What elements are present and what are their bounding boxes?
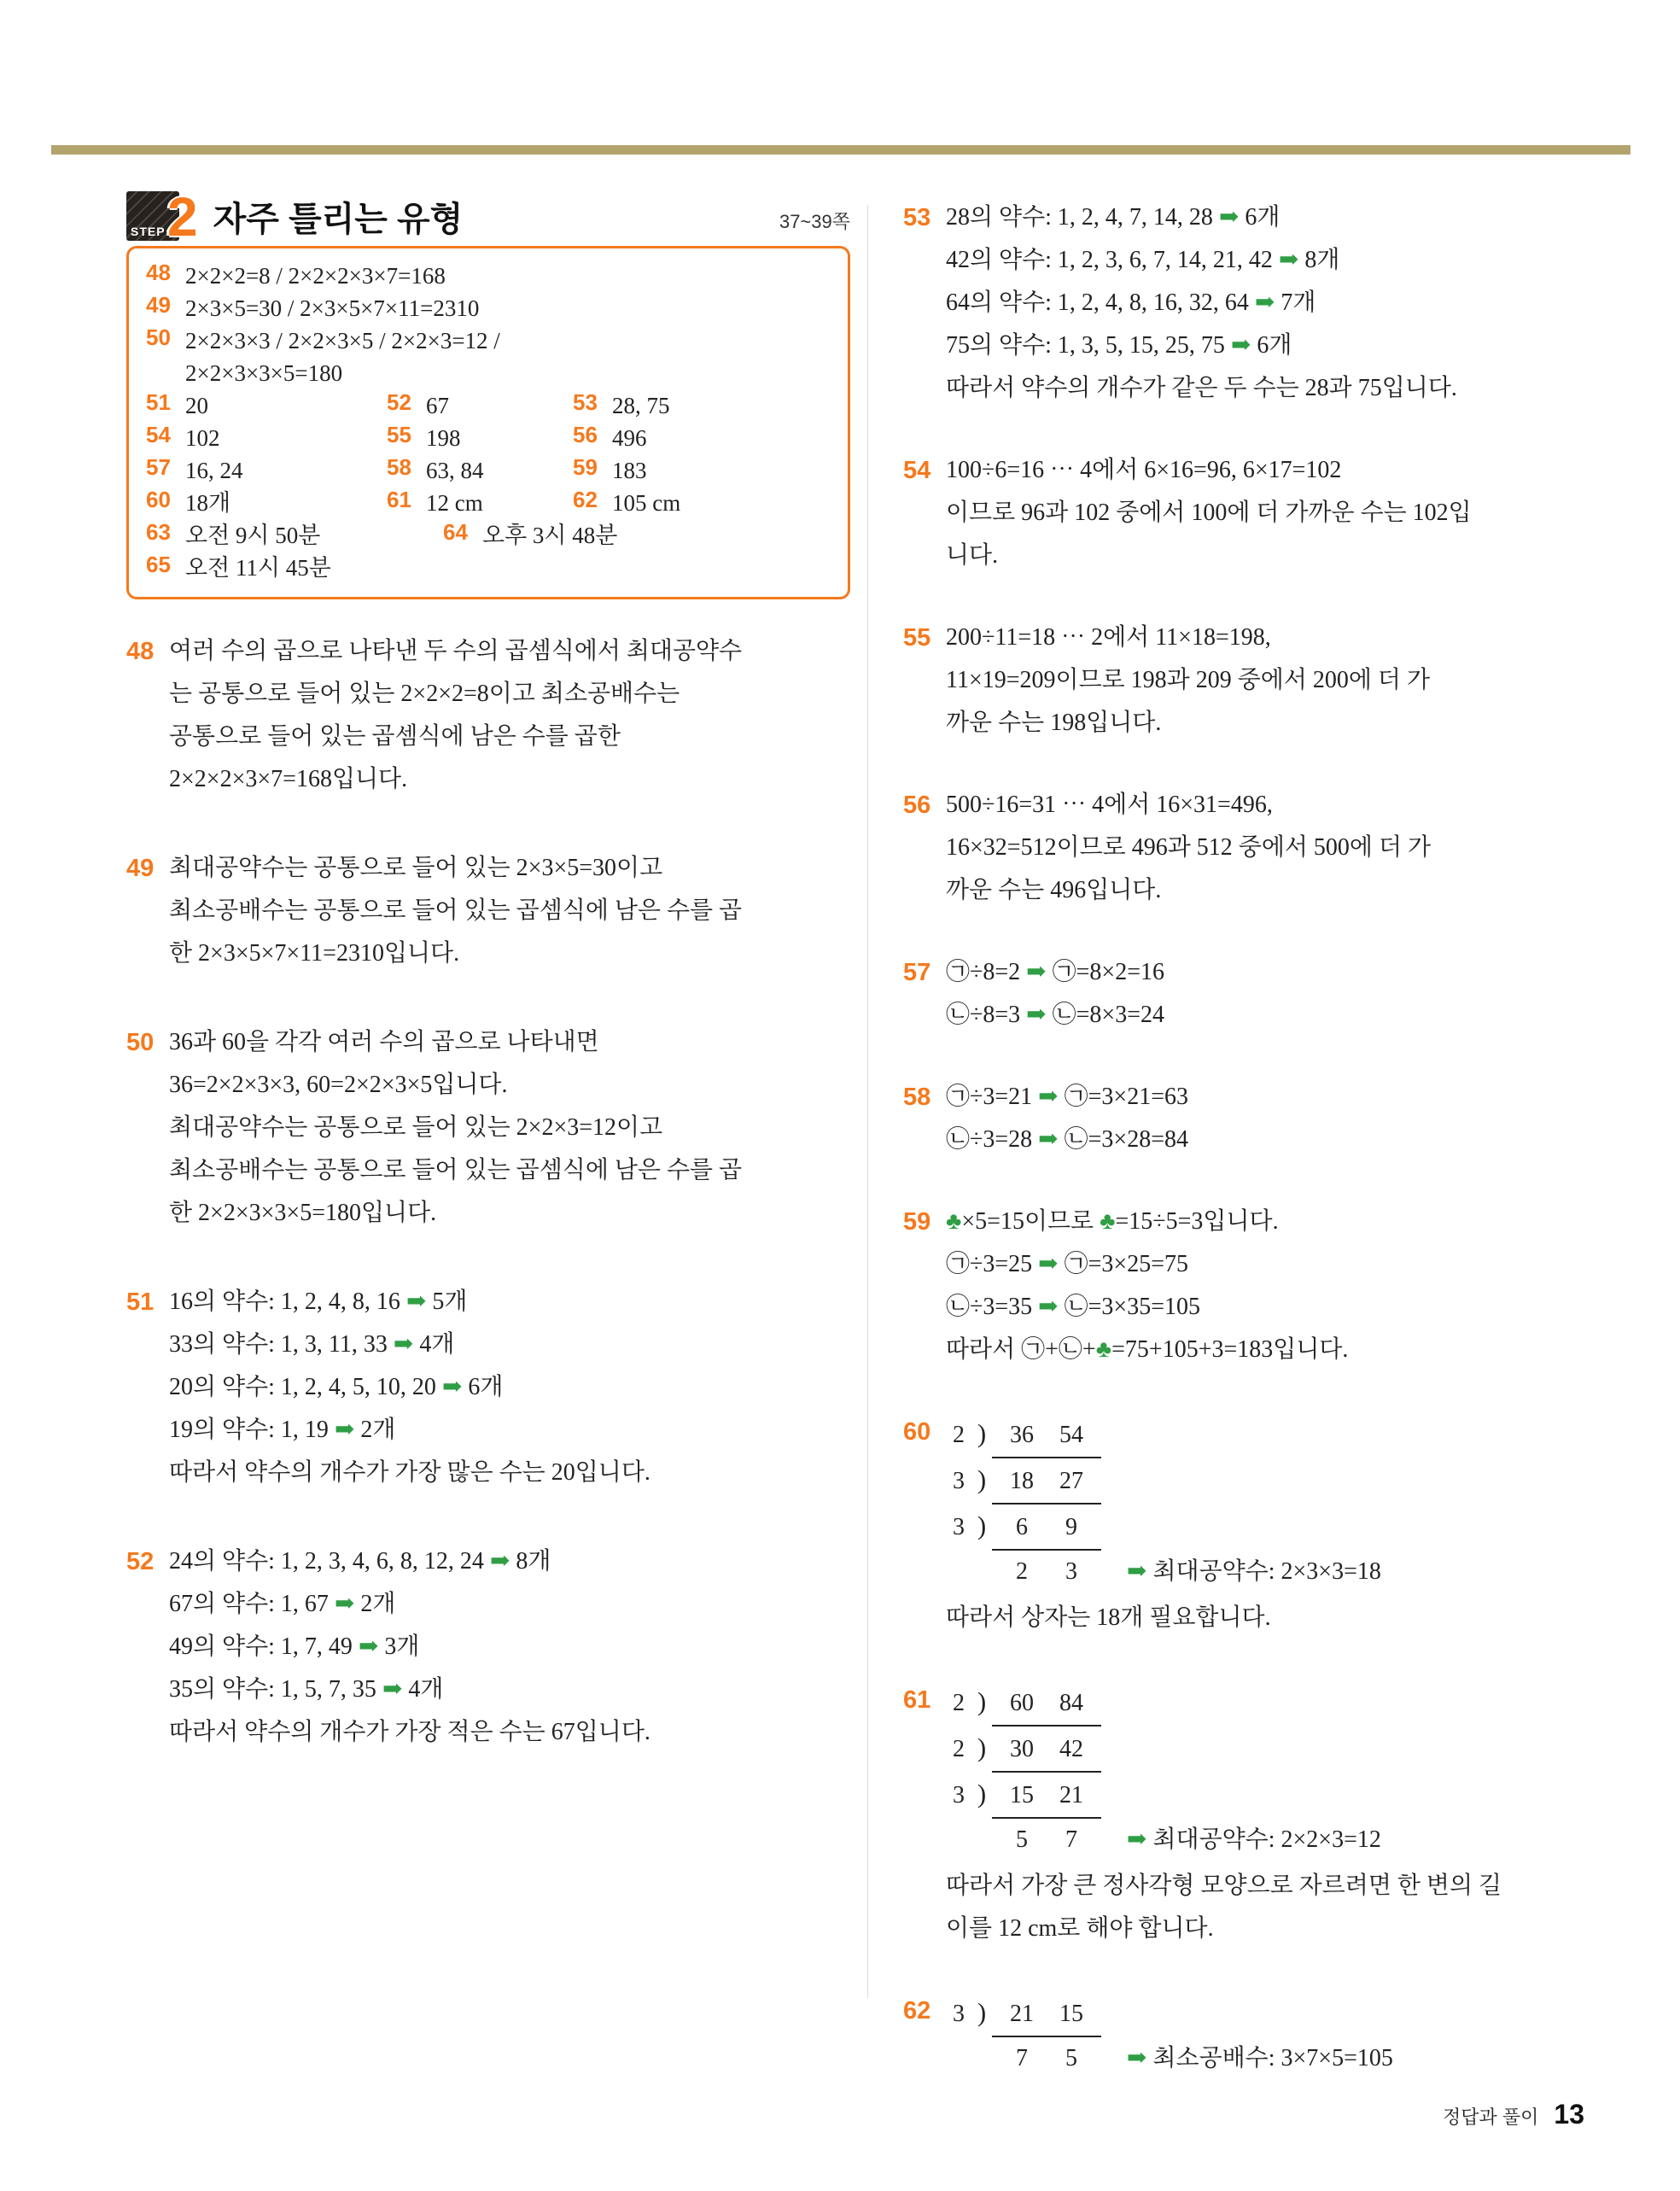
ladder-divisor: 3: [953, 2001, 965, 2027]
solution-line: 최소공배수는 공통으로 들어 있는 곱셈식에 남은 수를 곱: [169, 1157, 743, 1183]
solution-line: ㉡÷3=28 ➡ ㉡=3×28=84: [946, 1126, 1189, 1153]
solution-body: [169, 1281, 850, 1494]
solution-line: ㉠÷8=2 ➡ ㉠=8×2=16: [946, 959, 1165, 985]
answer-value-line: 198: [426, 425, 461, 451]
solution-line: 이므로 96과 102 중에서 100에 더 가까운 수는 102입: [946, 500, 1472, 526]
solution-line: 2×2×2×3×7=168입니다.: [169, 766, 408, 792]
arrow-icon: ➡: [1127, 1826, 1147, 1853]
ladder-row: [946, 1991, 1586, 2037]
division-ladder: [946, 1412, 1586, 1595]
answer-number: 61: [387, 487, 411, 512]
arrow-icon: ➡: [358, 1633, 379, 1660]
solution-line: 공통으로 들어 있는 곱셈식에 남은 수를 곱한: [169, 723, 621, 750]
ladder-dividends: [992, 1993, 1101, 2037]
arrow-icon: ➡: [1026, 1002, 1047, 1028]
solution-line: ㉠÷3=21 ➡ ㉠=3×21=63: [946, 1084, 1189, 1110]
solution-body: [946, 449, 1586, 577]
solution-number: 62: [903, 1997, 931, 2024]
answer-value-line: 102: [185, 425, 220, 451]
solution-block: [126, 630, 850, 801]
arrow-icon: ➡: [1127, 2045, 1147, 2071]
ladder-number: 84: [1059, 1690, 1083, 1716]
solution-number: 60: [903, 1418, 931, 1446]
solution-line: 20의 약수: 1, 2, 4, 5, 10, 20 ➡ 6개: [169, 1374, 504, 1400]
section-title: 자주 틀리는 유형: [213, 201, 464, 238]
ladder-paren: ): [977, 1779, 987, 1808]
solution-body: [169, 630, 850, 801]
answer-value-line: 16, 24: [185, 458, 243, 483]
solution-line: 한 2×2×3×3×5=180입니다.: [169, 1200, 437, 1226]
answer-item: [146, 292, 479, 324]
solution-number: 57: [903, 959, 931, 986]
answer-row: [146, 260, 831, 292]
answer-value-line: 105 cm: [612, 490, 681, 516]
solution-line: 36과 60을 각각 여러 수의 곱으로 나타내면: [169, 1029, 599, 1055]
ladder-number: 54: [1059, 1422, 1083, 1448]
answer-number: 57: [146, 454, 171, 480]
step-label: STEP: [131, 225, 166, 238]
solutions-left: [126, 630, 850, 1754]
answer-value: [185, 519, 320, 552]
arrow-icon: ➡: [1218, 204, 1240, 231]
solution-number: 58: [903, 1084, 931, 1111]
solution-line: 한 2×3×5×7×11=2310입니다.: [169, 940, 460, 967]
solution-line: 24의 약수: 1, 2, 3, 4, 6, 8, 12, 24 ➡ 8개: [169, 1548, 551, 1575]
club-icon: ♣: [1095, 1336, 1112, 1363]
division-ladder: [946, 1991, 1586, 2082]
solution-line: ㉠÷3=25 ➡ ㉠=3×25=75: [946, 1251, 1189, 1277]
ladder-number: 7: [1016, 2045, 1028, 2071]
answer-value: [185, 292, 479, 324]
ladder-dividends: [992, 1414, 1101, 1458]
ladder-result: [946, 1819, 1586, 1863]
answer-item: [387, 487, 573, 519]
solution-line: 까운 수는 198입니다.: [946, 710, 1162, 736]
solution-line: 49의 약수: 1, 7, 49 ➡ 3개: [169, 1633, 420, 1660]
ladder-dividends: [992, 1682, 1101, 1727]
answer-row: [146, 292, 831, 324]
arrow-icon: ➡: [1230, 332, 1251, 359]
solution-line: 28의 약수: 1, 2, 4, 7, 14, 28 ➡ 6개: [946, 204, 1280, 231]
arrow-icon: ➡: [1254, 289, 1275, 316]
solution-block: [903, 616, 1586, 745]
arrow-icon: ➡: [393, 1331, 414, 1358]
ladder-row: [946, 1458, 1586, 1504]
answer-value-line: 2×2×3×3×5=180: [185, 360, 343, 386]
answer-item: [146, 454, 387, 487]
answer-value: [185, 260, 446, 292]
arrow-icon: ➡: [382, 1676, 403, 1703]
solution-line: ♣×5=15이므로 ♣=15÷5=3입니다.: [946, 1208, 1279, 1235]
ladder-result: [946, 2037, 1586, 2082]
solution-number: 54: [903, 457, 931, 484]
answer-value-line: 2×3×5=30 / 2×3×5×7×11=2310: [185, 295, 480, 321]
ladder-divisor: 2: [953, 1736, 965, 1762]
arrow-icon: ➡: [334, 1591, 355, 1617]
solution-body: [946, 196, 1586, 410]
answer-value-line: 67: [426, 393, 449, 418]
solution-body: [946, 1989, 1586, 2083]
arrow-icon: ➡: [1038, 1084, 1059, 1110]
ladder-number: 15: [1059, 2001, 1083, 2027]
answer-item: [573, 454, 831, 487]
page-footer: [1443, 2099, 1584, 2130]
ladder-paren: ): [977, 1997, 987, 2027]
answer-value: [426, 389, 449, 422]
answer-item: [146, 422, 387, 454]
arrow-icon: ➡: [1278, 247, 1299, 273]
ladder-row: [946, 1727, 1586, 1773]
solution-number: 55: [903, 624, 931, 651]
solution-block: [126, 1021, 850, 1235]
answer-item: [573, 389, 831, 422]
answer-value: [185, 422, 220, 454]
ladder-number: 18: [1010, 1468, 1034, 1494]
solution-body: [169, 1021, 850, 1235]
solution-block: [903, 1989, 1586, 2083]
answer-item: [146, 487, 387, 519]
section-header: [126, 186, 850, 248]
ladder-number: 15: [1010, 1782, 1034, 1808]
solution-line: 16×32=512이므로 496과 512 중에서 500에 더 가: [946, 834, 1432, 861]
solution-body: [169, 1540, 850, 1754]
answer-number: 63: [146, 519, 171, 545]
solution-number: 56: [903, 792, 931, 819]
solution-line: 니다.: [946, 542, 999, 569]
ladder-note: ➡ 최소공배수: 3×7×5=105: [1127, 2045, 1393, 2071]
answer-value: [612, 487, 680, 519]
solution-block: [903, 449, 1586, 577]
ladder-row: [946, 1680, 1586, 1727]
ladder-result-numbers: [992, 2037, 1101, 2082]
ladder-number: 30: [1010, 1736, 1034, 1762]
right-column: [903, 196, 1586, 2123]
ladder-result: [946, 1551, 1586, 1595]
ladder-number: 6: [1016, 1514, 1028, 1540]
answer-item: [387, 389, 573, 422]
arrow-icon: ➡: [334, 1417, 355, 1443]
solution-line: 는 공통으로 들어 있는 2×2×2=8이고 최소공배수는: [169, 681, 680, 707]
answer-number: 48: [146, 260, 171, 285]
ladder-number: 42: [1059, 1736, 1083, 1762]
answer-item: [146, 260, 446, 292]
answer-value: [185, 324, 500, 389]
footer-label: 정답과 풀이: [1443, 2106, 1539, 2128]
solution-block: [903, 196, 1586, 410]
answer-row: [146, 454, 831, 487]
answer-item: [387, 422, 573, 454]
solution-line: 36=2×2×3×3, 60=2×2×3×5입니다.: [169, 1072, 508, 1098]
division-ladder: [946, 1680, 1586, 1863]
answer-item: [146, 519, 443, 552]
solution-block: [903, 1201, 1586, 1371]
left-column: [126, 186, 850, 1800]
solution-body: [169, 847, 850, 975]
ladder-note: ➡ 최대공약수: 2×3×3=18: [1127, 1558, 1381, 1585]
solution-block: [903, 784, 1586, 912]
ladder-paren: ): [977, 1418, 987, 1448]
answer-summary-box: [126, 246, 850, 599]
ladder-number: 36: [1010, 1422, 1034, 1448]
answer-number: 56: [573, 422, 598, 447]
ladder-row: [946, 1504, 1586, 1551]
ladder-number: 3: [1065, 1558, 1077, 1585]
answer-row: [146, 389, 831, 422]
answer-number: 59: [573, 454, 598, 480]
answer-item: [573, 422, 831, 454]
answer-value: [185, 454, 243, 487]
footer-page-number: 13: [1554, 2099, 1584, 2130]
answer-number: 52: [387, 389, 411, 415]
solution-body: [946, 1411, 1586, 1639]
answer-number: 54: [146, 422, 171, 447]
answer-number: 51: [146, 389, 171, 415]
solution-block: [903, 1411, 1586, 1639]
ladder-note: ➡ 최대공약수: 2×2×3=12: [1127, 1826, 1381, 1853]
ladder-paren: ): [977, 1510, 987, 1540]
solution-line: ㉡÷3=35 ➡ ㉡=3×35=105: [946, 1294, 1201, 1320]
solution-block: [126, 1281, 850, 1494]
answer-item: [146, 552, 331, 584]
answer-number: 65: [146, 552, 171, 577]
ladder-number: 7: [1065, 1826, 1077, 1853]
ladder-dividends: [992, 1460, 1101, 1504]
answer-value: [612, 389, 670, 422]
answer-row: [146, 487, 831, 519]
solution-line: 16의 약수: 1, 2, 4, 8, 16 ➡ 5개: [169, 1288, 468, 1315]
solution-number: 48: [126, 638, 155, 665]
answer-item: [387, 454, 573, 487]
arrow-icon: ➡: [1038, 1126, 1059, 1153]
solution-line: 따라서 가장 큰 정사각형 모양으로 자르려면 한 변의 길: [946, 1873, 1502, 1899]
solution-line: 여러 수의 곱으로 나타낸 두 수의 곱셈식에서 최대공약수: [169, 638, 743, 664]
solution-line: 최대공약수는 공통으로 들어 있는 2×2×3=12이고: [169, 1114, 663, 1141]
ladder-result-numbers: [992, 1551, 1101, 1595]
solution-line: 따라서 약수의 개수가 가장 많은 수는 20입니다.: [169, 1459, 650, 1486]
solution-line: 최소공배수는 공통으로 들어 있는 곱셈식에 남은 수를 곱: [169, 897, 743, 924]
answer-row: [146, 552, 831, 584]
answer-value-line: 오전 9시 50분: [185, 523, 321, 548]
club-icon: ♣: [946, 1208, 962, 1235]
ladder-number: 60: [1010, 1690, 1034, 1716]
arrow-icon: ➡: [1038, 1251, 1059, 1277]
ladder-number: 5: [1065, 2045, 1077, 2071]
ladder-number: 27: [1059, 1468, 1083, 1494]
ladder-paren: ): [977, 1686, 987, 1716]
answer-value: [426, 454, 484, 487]
solution-line: 11×19=209이므로 198과 209 중에서 200에 더 가: [946, 667, 1431, 693]
answer-value: [612, 422, 647, 454]
ladder-divisor: 2: [953, 1690, 965, 1716]
solution-block: [903, 951, 1586, 1037]
solution-line: 따라서 ㉠+㉡+♣=75+105+3=183입니다.: [946, 1336, 1349, 1363]
solution-block: [903, 1076, 1586, 1161]
answer-value: [185, 389, 208, 422]
solution-line: 35의 약수: 1, 5, 7, 35 ➡ 4개: [169, 1676, 444, 1703]
answer-row: [146, 422, 831, 454]
answer-value: [612, 454, 647, 487]
arrow-icon: ➡: [405, 1288, 427, 1315]
answer-item: [146, 324, 500, 389]
arrow-icon: ➡: [1038, 1294, 1059, 1320]
column-divider-line: [867, 205, 868, 1998]
answer-value-line: 12 cm: [426, 490, 483, 516]
answer-value: [185, 487, 230, 519]
solution-line: 200÷11=18 ⋯ 2에서 11×18=198,: [946, 624, 1271, 651]
solution-number: 51: [126, 1288, 155, 1316]
page-range: 37~39쪽: [779, 211, 850, 232]
ladder-divisor: 3: [953, 1468, 965, 1494]
solution-line: 19의 약수: 1, 19 ➡ 2개: [169, 1417, 396, 1443]
solution-line: 100÷6=16 ⋯ 4에서 6×16=96, 6×17=102: [946, 457, 1342, 483]
solution-body: [946, 1201, 1586, 1371]
answer-item: [573, 487, 831, 519]
answer-number: 55: [387, 422, 411, 447]
solution-line: 75의 약수: 1, 3, 5, 15, 25, 75 ➡ 6개: [946, 332, 1292, 359]
solution-block: [126, 847, 850, 975]
solution-line: 33의 약수: 1, 3, 11, 33 ➡ 4개: [169, 1331, 455, 1358]
club-icon: ♣: [1100, 1208, 1116, 1235]
solution-number: 50: [126, 1029, 155, 1056]
solution-body: [946, 616, 1586, 745]
answer-value-line: 20: [185, 393, 208, 418]
ladder-paren: ): [977, 1732, 987, 1762]
arrow-icon: ➡: [489, 1548, 510, 1575]
answer-number: 49: [146, 292, 171, 318]
answer-number: 60: [146, 487, 171, 512]
solution-line: 따라서 약수의 개수가 가장 적은 수는 67입니다.: [169, 1719, 650, 1745]
answer-row: [146, 519, 831, 552]
answer-value-line: 183: [612, 458, 647, 483]
ladder-dividends: [992, 1506, 1101, 1551]
solution-body: [946, 1076, 1586, 1161]
answer-value-line: 28, 75: [612, 393, 670, 418]
solution-line: ㉡÷8=3 ➡ ㉡=8×3=24: [946, 1002, 1165, 1028]
answer-item: [146, 389, 387, 422]
answer-number: 58: [387, 454, 411, 480]
answer-number: 53: [573, 389, 598, 415]
solution-line: 까운 수는 496입니다.: [946, 877, 1162, 903]
ladder-row: [946, 1773, 1586, 1819]
answer-number: 62: [573, 487, 598, 512]
ladder-divisor: 2: [953, 1422, 965, 1448]
solution-line: 67의 약수: 1, 67 ➡ 2개: [169, 1591, 396, 1617]
ladder-number: 2: [1016, 1558, 1028, 1585]
solution-line: 42의 약수: 1, 2, 3, 6, 7, 14, 21, 42 ➡ 8개: [946, 247, 1340, 273]
answer-value: [426, 487, 483, 519]
solution-number: 49: [126, 855, 155, 882]
step-number: 2: [167, 186, 198, 248]
top-divider-bar: [51, 145, 1630, 155]
answer-value: [482, 519, 617, 552]
solution-number: 52: [126, 1548, 155, 1575]
solution-line: 이를 12 cm로 해야 합니다.: [946, 1915, 1214, 1942]
ladder-number: 21: [1010, 2001, 1034, 2027]
ladder-number: 9: [1065, 1514, 1077, 1540]
solution-line: 최대공약수는 공통으로 들어 있는 2×3×5=30이고: [169, 855, 663, 881]
solution-body: [946, 951, 1586, 1037]
solution-body: [946, 784, 1586, 912]
solution-line: 따라서 약수의 개수가 같은 두 수는 28과 75입니다.: [946, 375, 1457, 401]
solution-block: [903, 1679, 1586, 1950]
solution-line: 따라서 상자는 18개 필요합니다.: [946, 1604, 1271, 1631]
answer-item: [443, 519, 831, 552]
answer-number: 50: [146, 324, 171, 350]
answer-value-line: 2×2×2=8 / 2×2×2×3×7=168: [185, 263, 446, 289]
ladder-divisor: 3: [953, 1514, 965, 1540]
solution-body: [946, 1679, 1586, 1950]
ladder-dividends: [992, 1728, 1101, 1773]
solution-number: 59: [903, 1208, 931, 1236]
arrow-icon: ➡: [441, 1374, 463, 1400]
solution-number: 53: [903, 204, 931, 231]
solution-number: 61: [903, 1686, 931, 1714]
answer-value-line: 63, 84: [426, 458, 484, 483]
ladder-dividends: [992, 1774, 1101, 1819]
ladder-divisor: 3: [953, 1782, 965, 1808]
answer-value: [426, 422, 461, 454]
answer-value-line: 오후 3시 48분: [482, 523, 618, 548]
solution-line: 500÷16=31 ⋯ 4에서 16×31=496,: [946, 792, 1273, 818]
answer-number: 64: [443, 519, 468, 545]
solutions-right: [903, 196, 1586, 2083]
answer-value-line: 18개: [185, 490, 231, 516]
arrow-icon: ➡: [1026, 959, 1047, 985]
answer-value-line: 오전 11시 45분: [185, 555, 331, 581]
ladder-paren: ): [977, 1464, 987, 1494]
answer-value-line: 496: [612, 425, 647, 451]
ladder-result-numbers: [992, 1819, 1101, 1863]
solution-line: 64의 약수: 1, 2, 4, 8, 16, 32, 64 ➡ 7개: [946, 289, 1316, 316]
answer-row: [146, 324, 831, 389]
ladder-number: 5: [1016, 1826, 1028, 1853]
solution-block: [126, 1540, 850, 1754]
answer-value: [185, 552, 331, 584]
arrow-icon: ➡: [1127, 1558, 1147, 1585]
ladder-number: 21: [1059, 1782, 1083, 1808]
ladder-row: [946, 1412, 1586, 1458]
answer-value-line: 2×2×3×3 / 2×2×3×5 / 2×2×3=12 /: [185, 328, 500, 353]
